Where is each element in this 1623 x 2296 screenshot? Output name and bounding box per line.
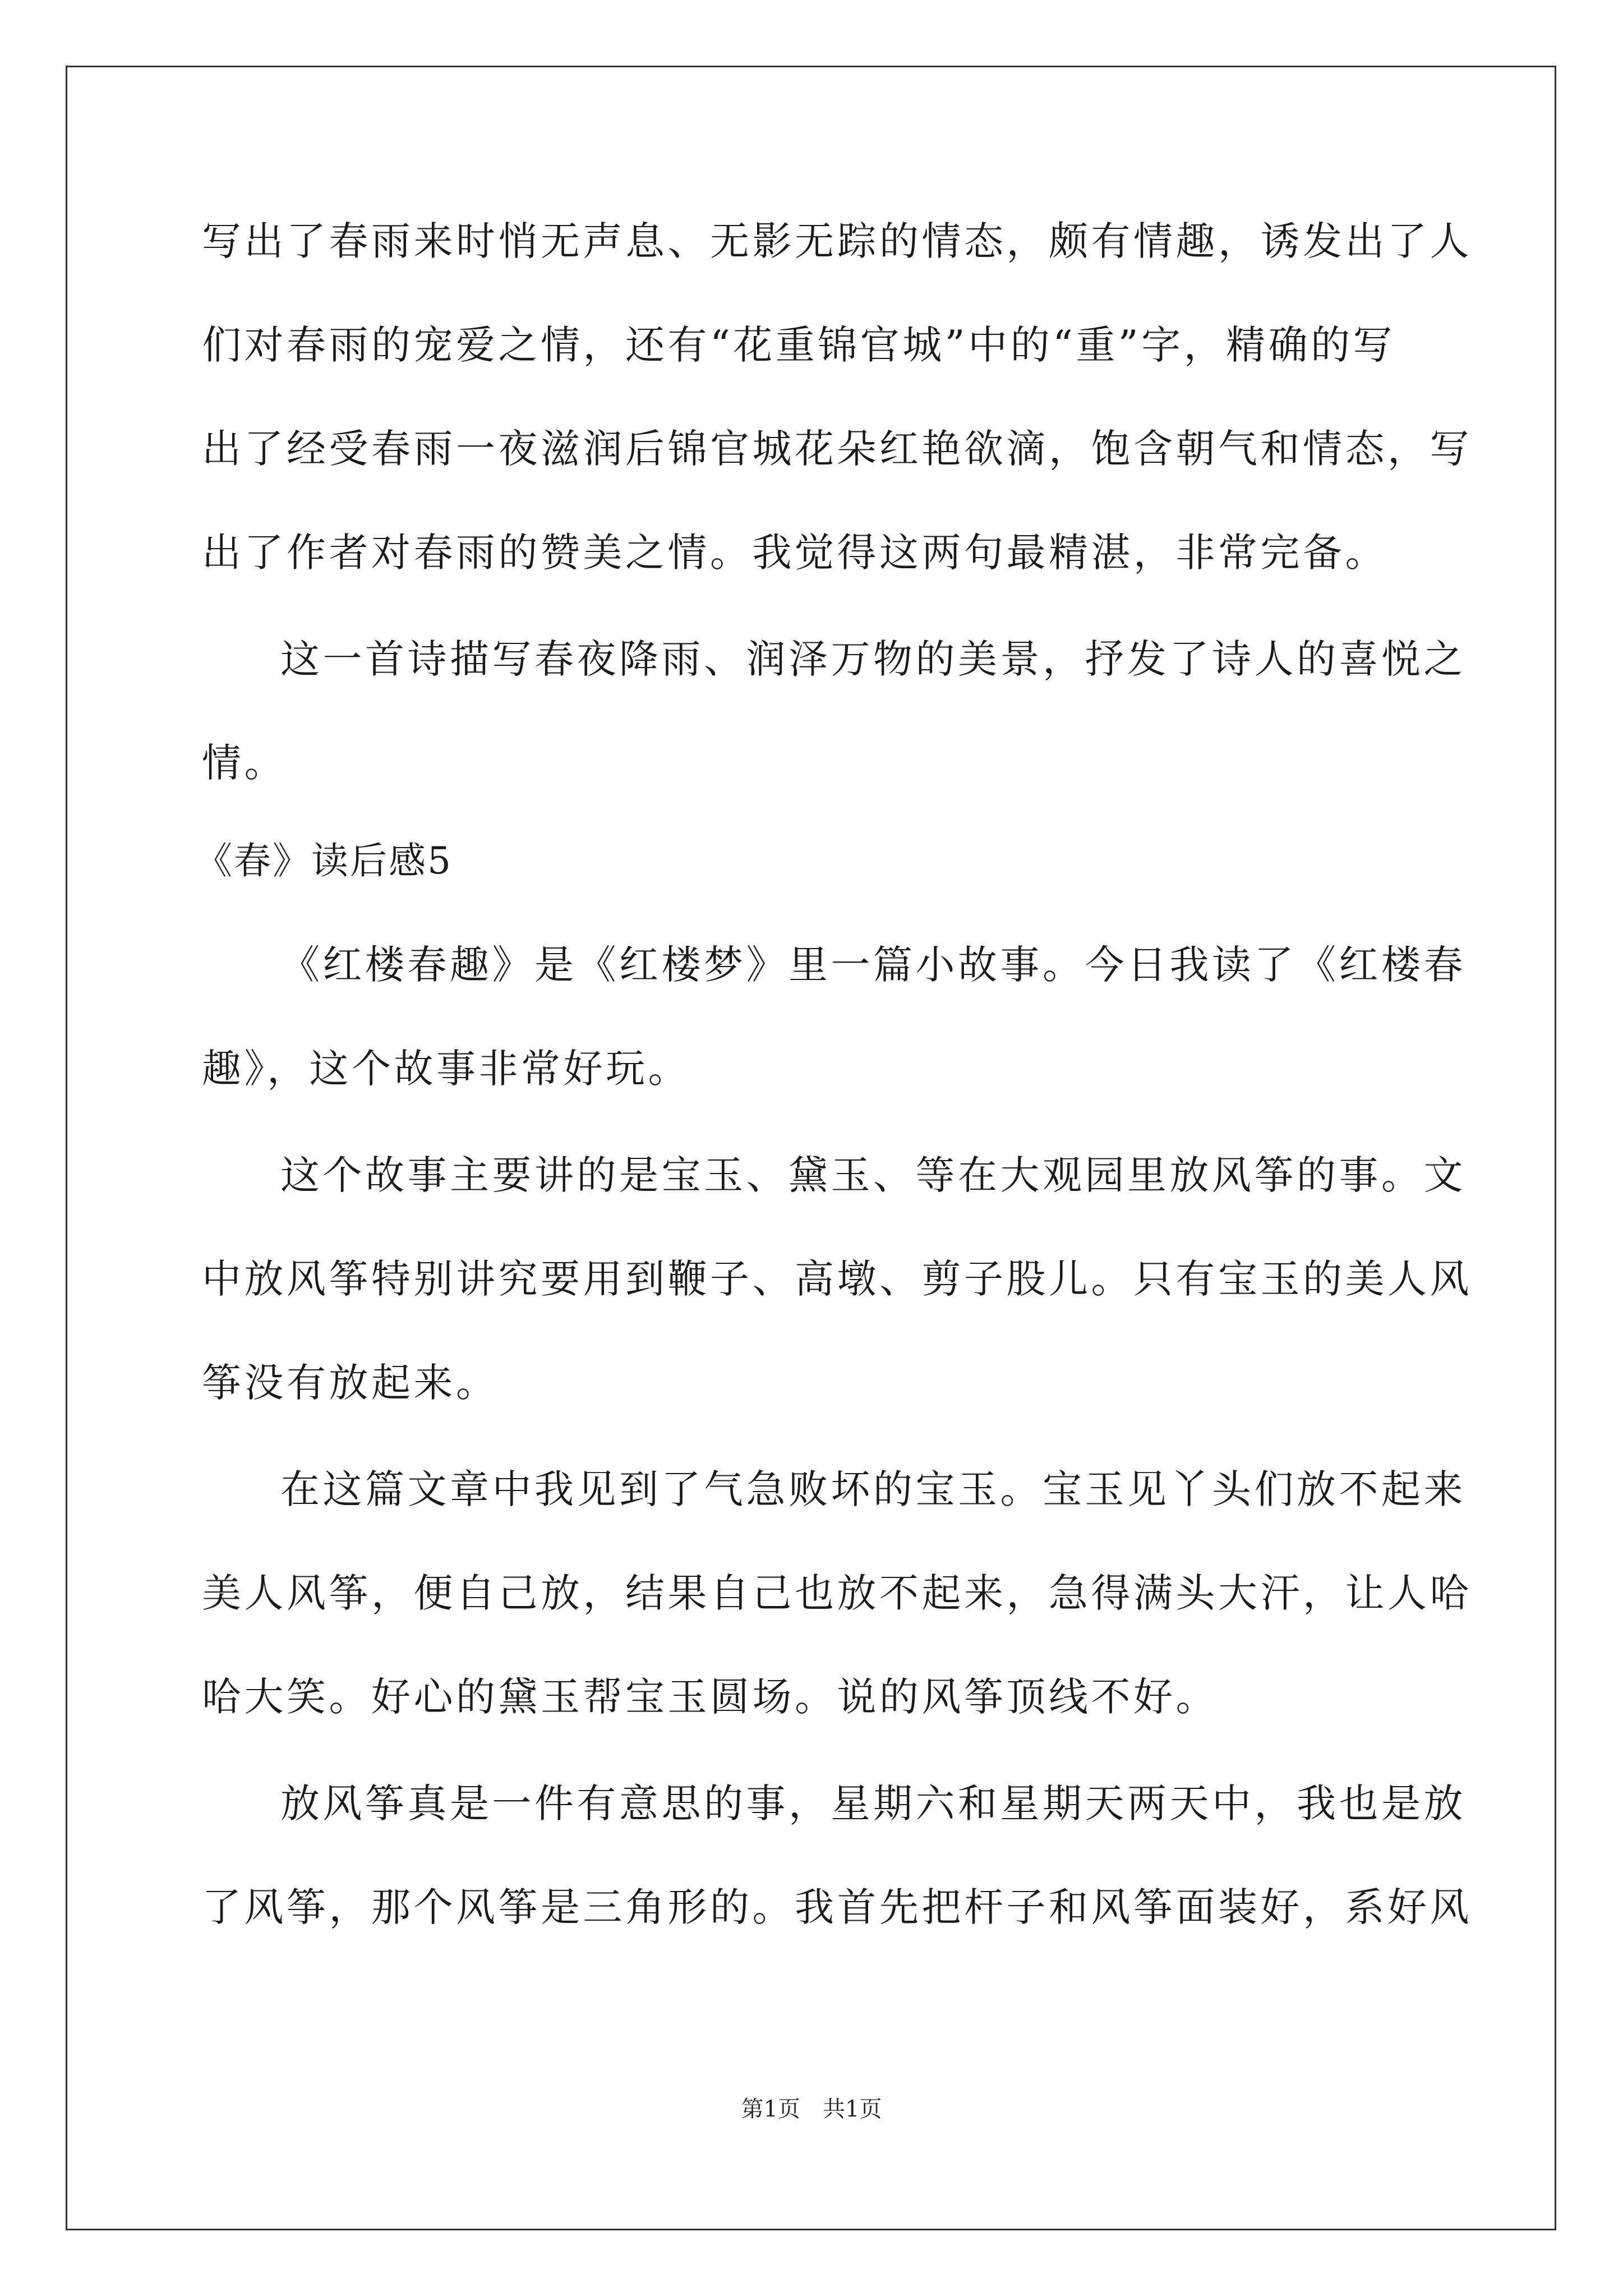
text-line: 这个故事主要讲的是宝玉、黛玉、等在大观园里放风筝的事。文	[280, 1152, 1466, 1198]
text-line: 情。	[202, 740, 287, 786]
text-line: 出了作者对春雨的赞美之情。我觉得这两句最精湛，非常完备。	[202, 530, 1387, 576]
text-line: 趣》，这个故事非常好玩。	[202, 1046, 690, 1092]
text-line: 中放风筝特别讲究要用到鞭子、高墩、剪子股儿。只有宝玉的美人风	[202, 1256, 1472, 1302]
text-line: 筝没有放起来。	[202, 1360, 499, 1406]
text-line: 写出了春雨来时悄无声息、无影无踪的情态，颇有情趣，诱发出了人	[202, 218, 1472, 264]
text-line: 出了经受春雨一夜滋润后锦官城花朵红艳欲滴，饱含朝气和情态，写	[202, 426, 1472, 472]
text-line: 在这篇文章中我见到了气急败坏的宝玉。宝玉见丫头们放不起来	[280, 1466, 1466, 1512]
text-line: 哈大笑。好心的黛玉帮宝玉圆场。说的风筝顶线不好。	[202, 1674, 1218, 1720]
text-line: 了风筝，那个风筝是三角形的。我首先把杆子和风筝面装好，系好风	[202, 1884, 1472, 1930]
section-heading: 《春》读后感5	[195, 839, 453, 882]
page-number-footer: 第1页 共1页	[741, 2096, 882, 2122]
text-line: 美人风筝，便自己放，结果自己也放不起来，急得满头大汗，让人哈	[202, 1570, 1472, 1616]
text-line: 这一首诗描写春夜降雨、润泽万物的美景，抒发了诗人的喜悦之	[280, 636, 1466, 682]
text-line: 们对春雨的宠爱之情，还有“花重锦官城”中的“重”字，精确的写	[202, 322, 1396, 368]
text-line: 《红楼春趣》是《红楼梦》里一篇小故事。今日我读了《红楼春	[280, 942, 1466, 988]
text-line: 放风筝真是一件有意思的事，星期六和星期天两天中，我也是放	[280, 1780, 1466, 1826]
